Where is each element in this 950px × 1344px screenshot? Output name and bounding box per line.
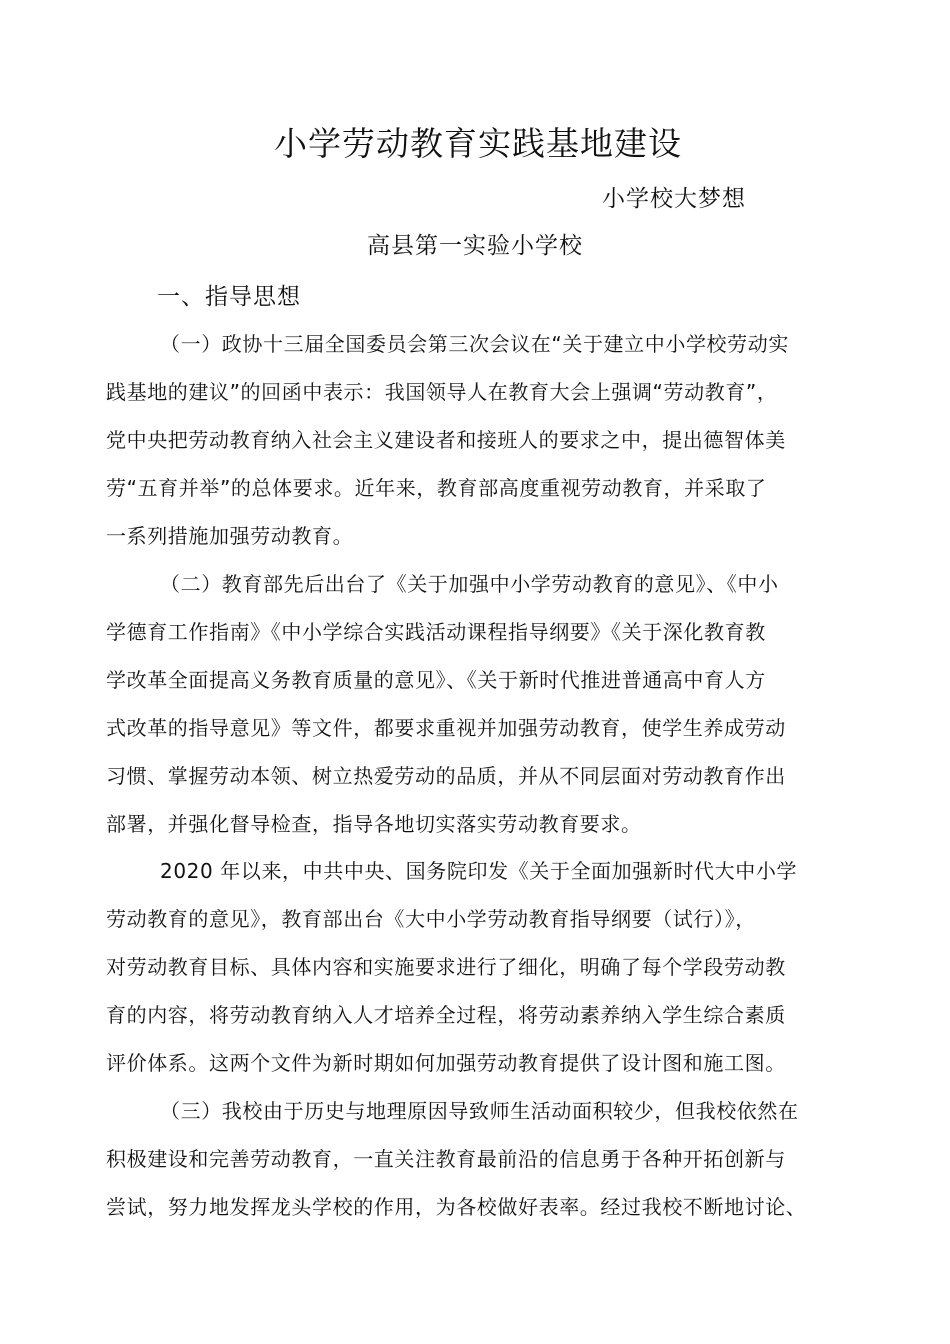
paragraph-line: 习惯、掌握劳动本领、树立热爱劳动的品质，并从不同层面对劳动教育作出 [106, 764, 786, 788]
section-heading: 一、指导思想 [157, 284, 301, 310]
paragraph-line: （二）教育部先后出台了《关于加强中小学劳动教育的意见》、《中小 [160, 572, 779, 596]
paragraph-line: 育的内容，将劳动教育纳入人才培养全过程，将劳动素养纳入学生综合素质 [106, 1003, 786, 1027]
school-name: 高县第一实验小学校 [367, 233, 583, 259]
paragraph-line: 尝试，努力地发挥龙头学校的作用，为各校做好表率。经过我校不断地讨论、 [106, 1195, 807, 1219]
document-title: 小学劳动教育实践基地建设 [274, 124, 682, 163]
paragraph-line: 评价体系。这两个文件为新时期如何加强劳动教育提供了设计图和施工图。 [106, 1051, 786, 1075]
paragraph-line: 践基地的建议”的回函中表示：我国领导人在教育大会上强调“劳动教育”， [106, 380, 778, 404]
paragraph-line: 党中央把劳动教育纳入社会主义建设者和接班人的要求之中，提出德智体美 [106, 428, 786, 452]
paragraph-line: 学德育工作指南》《中小学综合实践活动课程指导纲要》《关于深化教育教 [106, 620, 766, 644]
paragraph-line: （三）我校由于历史与地理原因导致师生活动面积较少，但我校依然在 [160, 1099, 799, 1123]
paragraph-line: 对劳动教育目标、具体内容和实施要求进行了细化，明确了每个学段劳动教 [106, 955, 786, 979]
paragraph-line: 2020 年以来，中共中央、国务院印发《关于全面加强新时代大中小学 [160, 859, 798, 883]
author-line: 小学校大梦想 [602, 186, 746, 212]
paragraph-line: 一系列措施加强劳动教育。 [106, 524, 354, 548]
paragraph-line: 部署，并强化督导检查，指导各地切实落实劳动教育要求。 [106, 812, 642, 836]
paragraph-line: 劳“五育并举”的总体要求。近年来，教育部高度重视劳动教育，并采取了 [106, 476, 767, 500]
paragraph-line: 劳动教育的意见》，教育部出台《大中小学劳动教育指导纲要（试行）》， [106, 907, 756, 931]
paragraph-line: 式改革的指导意见》等文件，都要求重视并加强劳动教育，使学生养成劳动 [106, 716, 786, 740]
paragraph-line: 学改革全面提高义务教育质量的意见》、《关于新时代推进普通高中育人方 [106, 668, 766, 692]
paragraph-line: 积极建设和完善劳动教育，一直关注教育最前沿的信息勇于各种开拓创新与 [106, 1147, 786, 1171]
paragraph-line: （一）政协十三届全国委员会第三次会议在“关于建立中小学校劳动实 [160, 332, 789, 356]
